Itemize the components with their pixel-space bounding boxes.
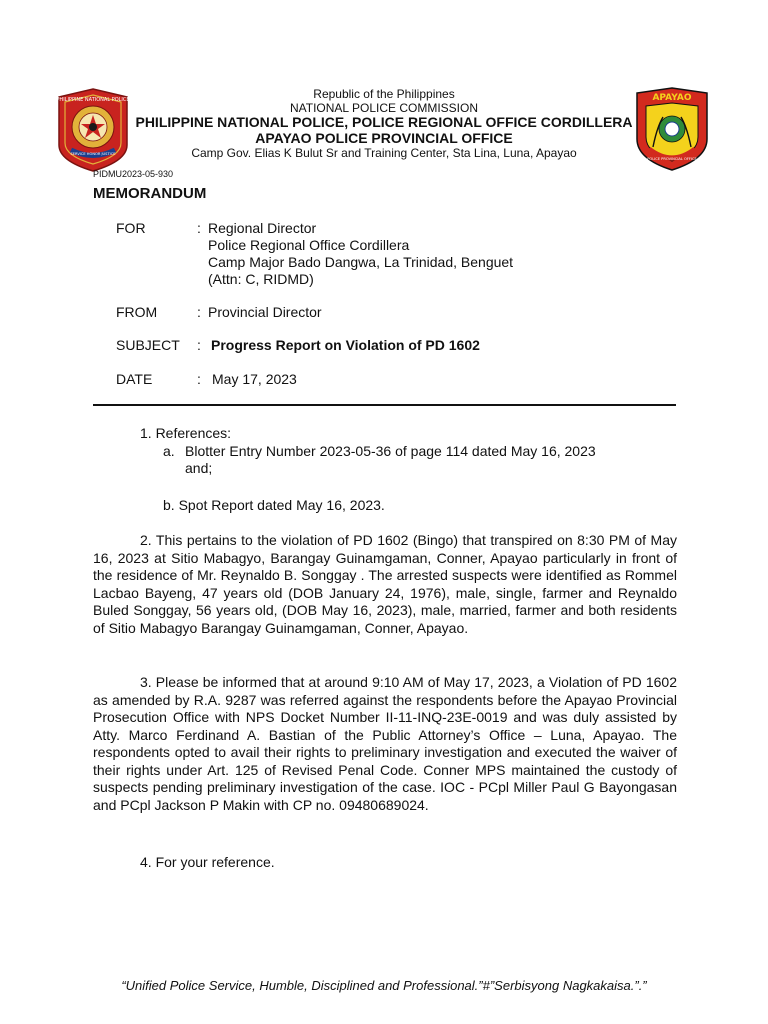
subject-label: SUBJECT (116, 337, 180, 353)
reference-a-line-1: Blotter Entry Number 2023-05-36 of page 114 dated May 16, 2023 (185, 443, 596, 459)
svg-text:APAYAO: APAYAO (652, 93, 692, 103)
paragraph-3: 3. Please be informed that at around 9:10 AM of May 17, 2023, a Violation of PD 1602 as amended by R.A. 9287 was referred against the respondents before the Apayao Provincial Prosecution Office with NPS Docket Number II-11-INQ-23E-0019 and was duly assisted by Atty. Marco Ferdinand A. Bastian of the Public Attorney’s Office – Luna, Apayao. The respondents opted to avail their rights to preliminary investigation and executed the waiver of their rights under Art. 125 of Revised Penal Code. Conner MPS maintained the custody of suspects pending preliminary investigation of the case. IOC - PCpl Miller Paul G Bayongasan and PCpl Jackson P Makin with CP no. 09480689024. (93, 674, 677, 813)
date-colon: : (197, 371, 201, 387)
for-line-1: Regional Director (208, 220, 317, 236)
date-label: DATE (116, 371, 153, 387)
reference-a-line-2: and; (185, 460, 213, 476)
header-napolcom: NATIONAL POLICE COMMISSION (289, 101, 479, 115)
for-colon: : (197, 220, 201, 236)
svg-text:SERVICE HONOR JUSTICE: SERVICE HONOR JUSTICE (70, 152, 116, 156)
header-republic: Republic of the Philippines (313, 87, 455, 101)
header-address: Camp Gov. Elias K Bulut Sr and Training Center, Sta Lina, Luna, Apayao (191, 146, 577, 160)
for-label: FOR (116, 220, 146, 236)
memo-control-number: PIDMU2023-05-930 (93, 169, 174, 179)
references-heading: 1. References: (140, 425, 232, 441)
for-line-4: (Attn: C, RIDMD) (208, 271, 314, 287)
paragraph-4: 4. For your reference. (140, 854, 275, 870)
from-value: Provincial Director (208, 304, 322, 320)
date-value: May 17, 2023 (212, 371, 297, 387)
header-pnp-pro: PHILIPPINE NATIONAL POLICE, POLICE REGIONAL OFFICE CORDILLERA (135, 114, 633, 130)
reference-b: b. Spot Report dated May 16, 2023. (163, 497, 385, 513)
reference-a-marker: a. (163, 443, 175, 459)
from-colon: : (197, 304, 201, 320)
for-line-2: Police Regional Office Cordillera (208, 237, 410, 253)
svg-text:PHILIPPINE NATIONAL POLICE: PHILIPPINE NATIONAL POLICE (56, 97, 130, 103)
from-label: FROM (116, 304, 158, 320)
subject-colon: : (197, 337, 201, 353)
paragraph-2: 2. This pertains to the violation of PD 1602 (Bingo) that transpired on 8:30 PM of May 16, 2023 at Sitio Mabagyo, Barangay Guinamgaman, Conner, Apayao particularly in front of the residence of Mr. Reynaldo B. Songgay . The arrested suspects were identified as Rommel Lacbao Bayeng, 47 years old (DOB January 24, 1976), male, single, farmer and Reynaldo Buled Songgay, 56 years old, (DOB May 16, 2023), male, married, farmer and both residents of Sitio Mabagyo Barangay Guinamgaman, Conner, Apayao. (93, 532, 677, 636)
header-divider (93, 404, 676, 406)
header-appo: APAYAO POLICE PROVINCIAL OFFICE (255, 130, 513, 146)
for-line-3: Camp Major Bado Dangwa, La Trinidad, Benguet (208, 254, 514, 270)
memo-title: MEMORANDUM (93, 185, 207, 202)
svg-text:POLICE PROVINCIAL OFFICE: POLICE PROVINCIAL OFFICE (647, 157, 697, 161)
footer-motto: “Unified Police Service, Humble, Disciplined and Professional.”#”Serbisyong Nagkakaisa.”.” (121, 978, 647, 993)
subject-value: Progress Report on Violation of PD 1602 (211, 337, 480, 353)
